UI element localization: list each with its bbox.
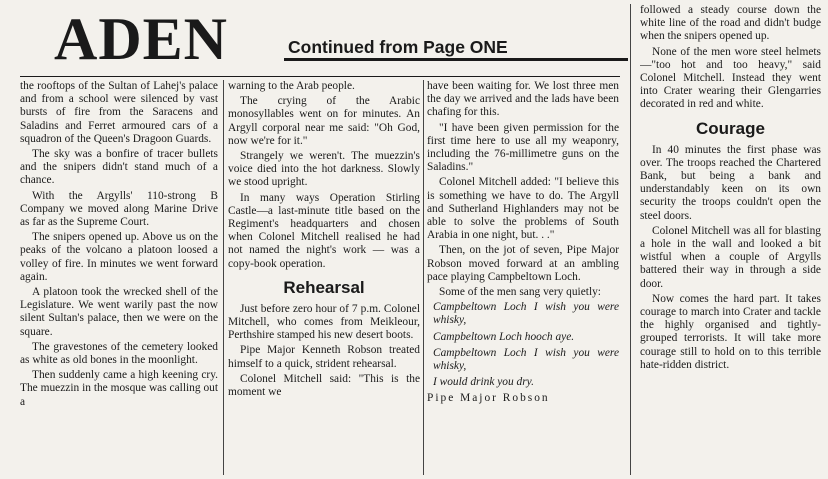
continued-banner: Continued from Page ONE [284,36,628,61]
paragraph: Then suddenly came a high keening cry. The muezzin in the mosque was calling out a [20,369,218,408]
paragraph: "I have been given permission for the first time here to use all my weaponry, including the 76-millimetre guns on the Saladins." [427,121,619,174]
paragraph: In 40 minutes the first phase was over. The troops reached the Chartered Bank, but being a bank and understandably keen on its own security the troops couldn't open the steel doors. [640,143,821,222]
column-3 [427,80,619,475]
song-verse: I would drink you dry. [433,376,534,389]
paragraph: Colonel Mitchell said: "This is the moment we [228,372,420,399]
column-divider [630,4,631,475]
column-divider [423,80,424,475]
song-verse: Campbeltown Loch hooch aye. [433,330,575,343]
paragraph: Just before zero hour of 7 p.m. Colonel Mitchell, who comes from Meikleour, Perthshire stamped his new desert boots. [228,302,420,342]
paragraph: In many ways Operation Stirling Castle—a last-minute title based on the Regiment's headquarters and chosen when Colonel Mitchell realised he had not named the night's work — was a copy-book operation. [228,191,420,270]
masthead-title: ADEN [54,6,229,72]
paragraph: the rooftops of the Sultan of Lahej's palace and from a school were silenced by vast bursts of fire from the Saracens and Saladins and Ferret armoured cars of a squadron of the Queen's Dragoon Guards. [20,80,218,145]
paragraph: The crying of the Arabic monosyllables went on for minutes. An Argyll corporal near me said: "Oh God, now we're for it." [228,95,420,147]
paragraph: A platoon took the wrecked shell of the Legislature. We went warily past the now silent Sultan's palace, then we were on the square. [20,286,218,338]
column-1 [20,80,218,475]
section-heading: Rehearsal [283,277,365,297]
song-verse: Campbeltown Loch I wish you were whisky, [433,346,619,373]
paragraph: Colonel Mitchell added: "I believe this is something we have to do. The Argyll and Sutherland Highlanders may not be able to solve the problems of South Arabia in one night, but. . ." [427,176,619,242]
paragraph: have been waiting for. We lost three men the day we arrived and the lads have been chafing for this. [427,80,619,119]
paragraph: Now comes the hard part. It takes courage to march into Crater and tackle the highly organised and tightly-grouped terrorists. It will take more courage still to hold on to this terrible hate-ridden district. [640,292,821,371]
paragraph: With the Argylls' 110-strong B Company we moved along Marine Drive as far as the Supreme Court. [20,189,218,229]
paragraph: Pipe Major Kenneth Robson treated himself to a quick, strident rehearsal. [228,344,420,370]
paragraph: Pipe Major Robson [427,392,550,405]
paragraph: followed a steady course down the white line of the road and didn't budge when the snipers opened up. [640,4,821,43]
paragraph: Strangely we weren't. The muezzin's voice died into the hot darkness. Slowly we stood upright. [228,150,420,189]
paragraph: warning to the Arab people. [228,80,355,92]
paragraph: The sky was a bonfire of tracer bullets and the snipers didn't stand much of a chance. [20,148,218,187]
column-4 [640,4,821,475]
paragraph: Colonel Mitchell was all for blasting a hole in the wall and looked a bit wistful when a couple of Argylls battered their way in through a side door. [640,224,821,290]
column-divider [223,80,224,475]
paragraph: Some of the men sang very quietly: [439,286,601,299]
section-heading: Courage [696,118,765,138]
paragraph: The gravestones of the cemetery looked as white as old bones in the moonlight. [20,340,218,367]
column-2 [228,80,420,475]
paragraph: None of the men wore steel helmets—"too hot and too heavy," said Colonel Mitchell. Instead they went into Crater wearing their Glengarries decorated in red and white. [640,45,821,111]
song-verse: Campbeltown Loch I wish you were whisky, [433,301,619,327]
header-rule [20,76,620,77]
paragraph: The snipers opened up. Above us on the peaks of the volcano a platoon loosed a volley of fire. In minutes we went forward again. [20,231,218,283]
paragraph: Then, on the jot of seven, Pipe Major Robson moved forward at an ambling pace playing Campbeltown Loch. [427,244,619,283]
